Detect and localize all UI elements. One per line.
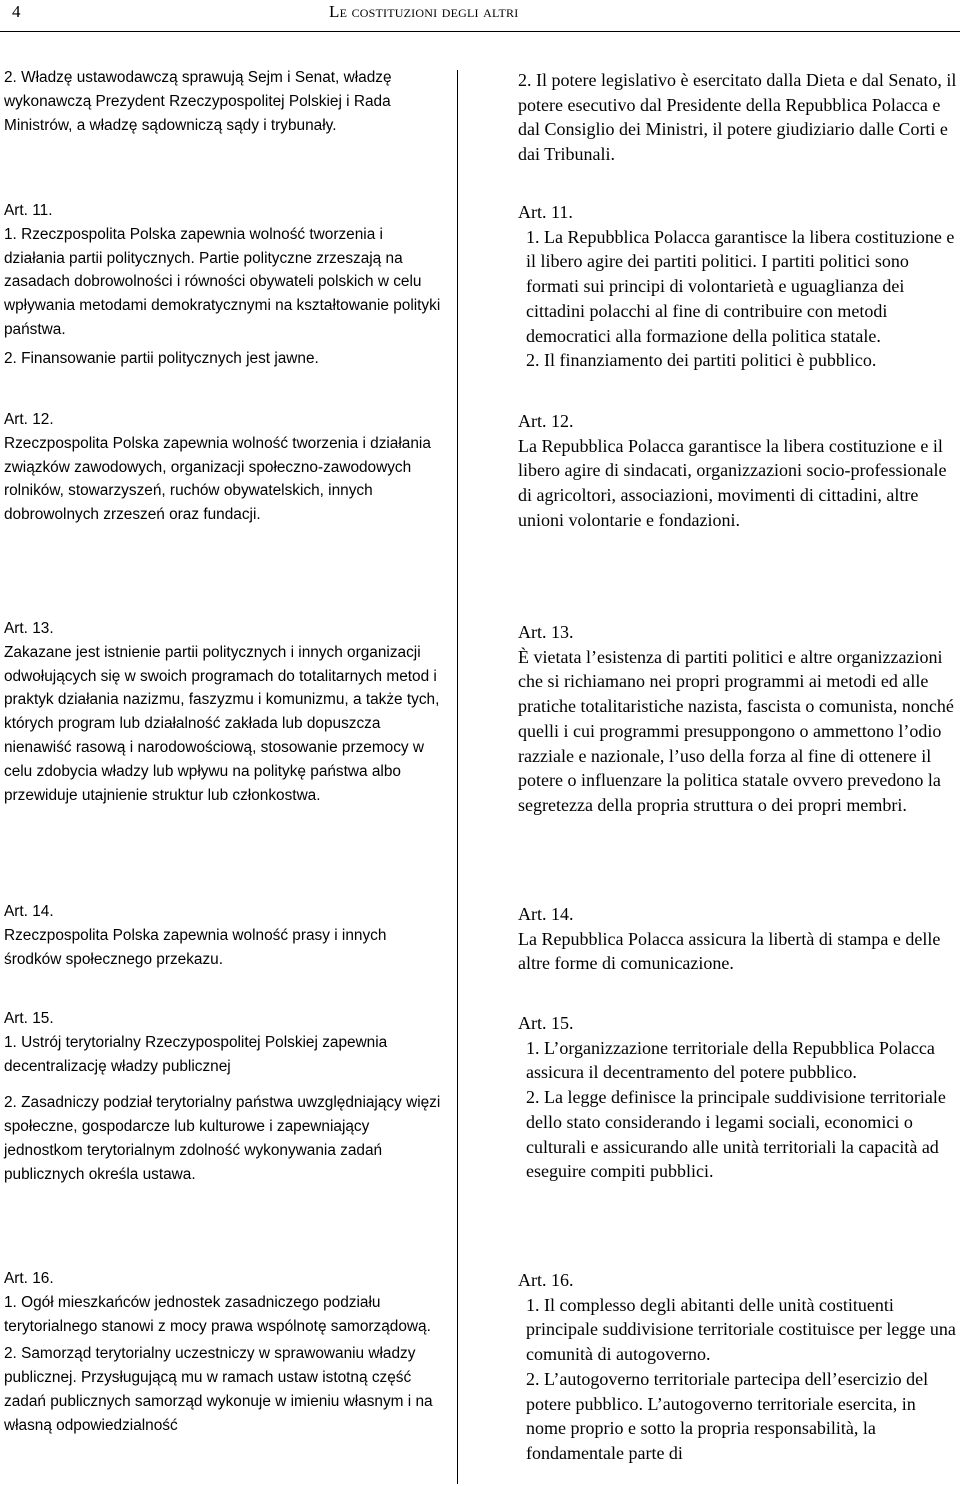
italian-art11-paragraph-2: 2. Il finanziamento dei partiti politici è pubblico. bbox=[526, 350, 877, 371]
italian-art16-block bbox=[518, 1268, 960, 1466]
italian-art12-block bbox=[518, 409, 960, 533]
page-number: 4 bbox=[12, 2, 21, 21]
polish-art16-heading: Art. 16. bbox=[4, 1270, 54, 1287]
polish-art15-block bbox=[4, 1007, 444, 1187]
polish-art15-paragraph-1: 1. Ustrój terytorialny Rzeczypospolitej Polskiej zapewnia decentralizację władzy publicznej bbox=[4, 1033, 388, 1075]
page-header bbox=[0, 0, 960, 30]
polish-art14-block bbox=[4, 900, 444, 971]
polish-art14-text: Rzeczpospolita Polska zapewnia wolność prasy i innych środków społecznego przekazu. bbox=[4, 926, 387, 968]
header-rule bbox=[0, 31, 960, 32]
polish-art15-heading: Art. 15. bbox=[4, 1010, 54, 1027]
italian-art13-block bbox=[518, 620, 960, 818]
polish-art16-paragraph-1: 1. Ogół mieszkańców jednostek zasadniczego podziału terytorialnego stanowi z mocy prawa wspólnotę samorządową. bbox=[4, 1293, 431, 1335]
italian-art11-paragraph-1: 1. La Repubblica Polacca garantisce la libera costituzione e il libero agire dei partiti politici. I partiti politici sono formati sui principi di volontarietà e uguaglianza dei cittadini polacchi al fine di contribuire con metodi democratici alla formazione della politica statale. bbox=[526, 226, 955, 346]
polish-art16-block bbox=[4, 1267, 444, 1438]
polish-art10-block bbox=[4, 66, 444, 137]
polish-art12-heading: Art. 12. bbox=[4, 411, 54, 428]
italian-art16-paragraph-2: 2. L’autogoverno territoriale partecipa dell’esercizio del potere pubblico. L’autogoverno territoriale esercita, in nome proprio e sotto la propria responsabilità, la fondamentale parte di bbox=[526, 1368, 929, 1463]
polish-art15-paragraph-2: 2. Zasadniczy podział terytorialny państwa uwzględniający więzi społeczne, gospodarcze lub kulturowe i zapewniający jednostkom terytorialnym zdolność wykonywania zadań publicznych określa ustawa. bbox=[4, 1094, 441, 1183]
polish-art11-heading: Art. 11. bbox=[4, 202, 53, 219]
polish-art12-text: Rzeczpospolita Polska zapewnia wolność tworzenia i działania związków zawodowych, organizacji społeczno-zawodowych rolników, stowarzyszeń, ruchów obywatelskich, innych dobrowolnych zrzeszeń oraz fundacji. bbox=[4, 434, 431, 524]
italian-art13-text: È vietata l’esistenza di partiti politici e altre organizzazioni che si richiamano nei propri programmi ai metodi ed alle pratiche totalitaristiche nazista, fascista o comunista, nonché quelli i cui programmi presuppongono o ammettono l’odio razziale e nazionale, l’uso della forza al fine di ottenere il potere o influenzare la politica statale ovvero prevedono la segretezza della propria struttura o dei propri membri. bbox=[518, 646, 954, 815]
italian-art16-heading: Art. 16. bbox=[518, 1270, 574, 1290]
polish-art13-heading: Art. 13. bbox=[4, 620, 54, 637]
column-divider bbox=[457, 70, 458, 1484]
italian-art13-heading: Art. 13. bbox=[518, 622, 574, 642]
italian-art14-text: La Repubblica Polacca assicura la libertà di stampa e delle altre forme di comunicazione. bbox=[518, 928, 941, 974]
italian-art10-paragraph-2: 2. Il potere legislativo è esercitato dalla Dieta e dal Senato, il potere esecutivo dal Presidente della Repubblica Polacca e dal Consiglio dei Ministri, il potere giudiziario dalle Corti e dai Tribunali. bbox=[518, 70, 957, 165]
italian-art10-block bbox=[518, 68, 960, 167]
polish-art13-text: Zakazane jest istnienie partii politycznych i innych organizacji odwołujących się w swoich programach do totalitarnych metod i praktyk działania nazizmu, faszyzmu i komunizmu, a także tych, których program lub działalność zakłada lub dopuszcza nienawiść rasową i narodowościową, stosowanie przemocy w celu zdobycia władzy lub wpływu na politykę państwa albo przewiduje utajnienie struktur lub członkostwa. bbox=[4, 643, 440, 804]
italian-art12-heading: Art. 12. bbox=[518, 411, 574, 431]
polish-art11-block bbox=[4, 199, 444, 371]
italian-art16-paragraph-1: 1. Il complesso degli abitanti delle unità costituenti principale suddivisione territoriale costituisce per legge una comunità di autogoverno. bbox=[526, 1294, 956, 1365]
italian-art15-block bbox=[518, 1011, 960, 1184]
polish-art11-paragraph-1: 1. Rzeczpospolita Polska zapewnia wolność tworzenia i działania partii politycznych. Partie polityczne zrzeszają na zasadach dobrowolności i równości obywateli polskich w celu wpływania metodami demokratycznymi na kształtowanie polityki państwa. bbox=[4, 225, 441, 338]
polish-art14-heading: Art. 14. bbox=[4, 903, 54, 920]
italian-art15-paragraph-2: 2. La legge definisce la principale suddivisione territoriale dello stato considerando i legami sociali, economici o culturali e assicurando alle unità territoriali la capacità ad eseguire compiti pubblici. bbox=[526, 1087, 946, 1182]
running-head: Le costituzioni degli altri bbox=[329, 2, 519, 21]
polish-art11-paragraph-2: 2. Finansowanie partii politycznych jest jawne. bbox=[4, 349, 319, 367]
polish-art16-paragraph-2: 2. Samorząd terytorialny uczestniczy w sprawowaniu władzy publicznej. Przysługującą mu w ramach ustaw istotną część zadań publicznych samorząd wykonuje w imieniu własnym i na własną odpowiedzialność bbox=[4, 1345, 433, 1434]
polish-art12-block bbox=[4, 408, 444, 527]
italian-art14-heading: Art. 14. bbox=[518, 904, 574, 924]
italian-art11-heading: Art. 11. bbox=[518, 202, 573, 222]
italian-art14-block bbox=[518, 902, 960, 976]
polish-art10-paragraph-2: 2. Władzę ustawodawczą sprawują Sejm i Senat, władzę wykonawczą Prezydent Rzeczypospolitej Polskiej i Rada Ministrów, a władzę sądowniczą sądy i trybunały. bbox=[4, 69, 392, 134]
italian-art15-paragraph-1: 1. L’organizzazione territoriale della Repubblica Polacca assicura il decentramento del potere pubblico. bbox=[526, 1037, 935, 1083]
polish-art13-block bbox=[4, 617, 444, 807]
italian-art15-heading: Art. 15. bbox=[518, 1013, 574, 1033]
italian-art11-block bbox=[518, 200, 960, 373]
italian-art12-text: La Repubblica Polacca garantisce la libera costituzione e il libero agire di sindacati, organizzazioni socio-professionale di agricoltori, associazioni, movimenti di cittadini, altre unioni volontarie e fondazioni. bbox=[518, 435, 947, 530]
